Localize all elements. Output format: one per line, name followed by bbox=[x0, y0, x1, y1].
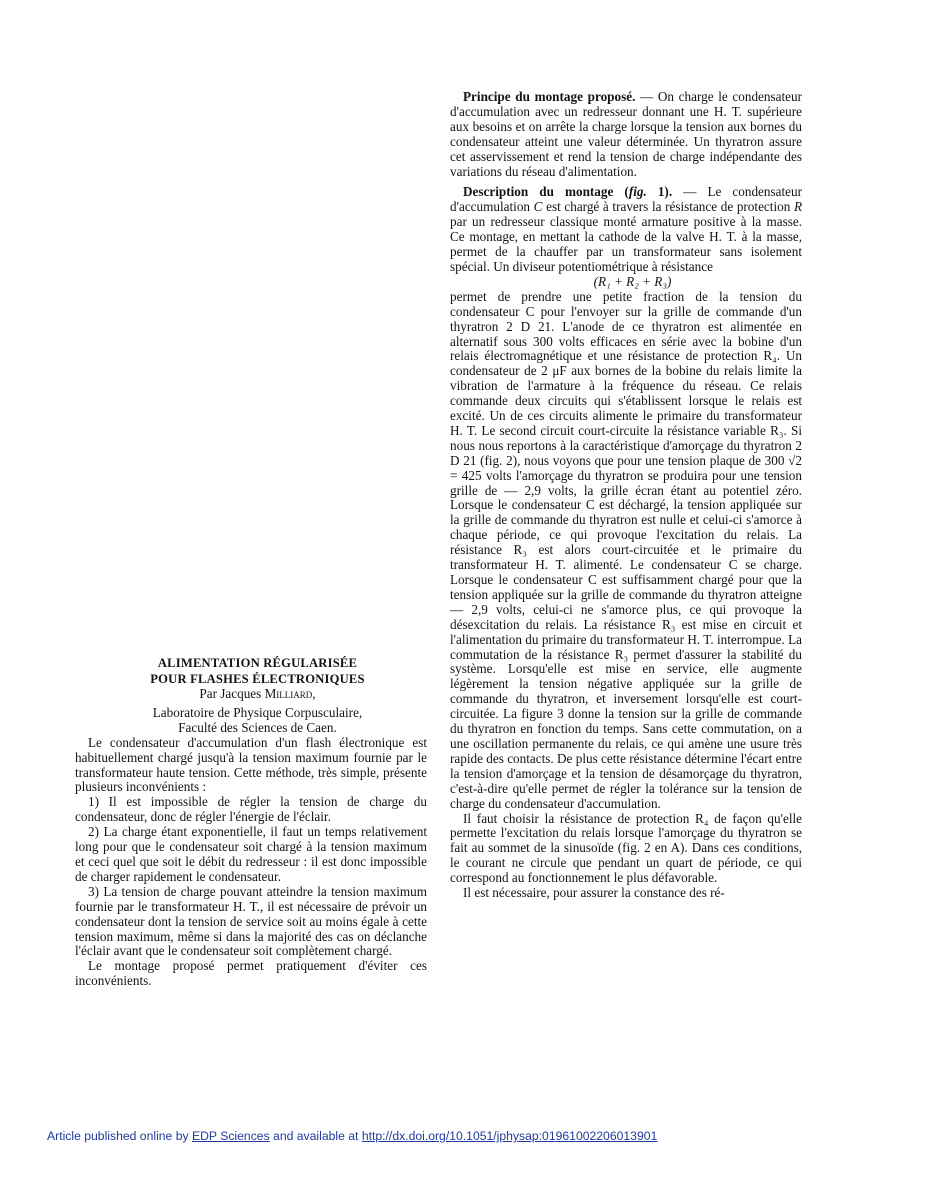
edp-sciences-link[interactable]: EDP Sciences bbox=[191, 1129, 270, 1143]
publication-footer: Article published online by EDP Sciences and available at http://dx.doi.org/10.1051/jphysap:01961002206013901 bbox=[47, 1129, 658, 1143]
article-title-line-2: POUR FLASHES ÉLECTRONIQUES bbox=[150, 671, 365, 686]
affiliation-lab: Laboratoire de Physique Corpusculaire, bbox=[152, 704, 363, 720]
paragraph-description: Description du montage (fig. 1). — Le condensateur d'accumulation C est chargé à travers la résistance de protection R par un redresseur classique monté armature positive à la masse. Ce montage, en mettant la cathode de la valve H. T. à la masse, permet de la chauffer par un transformateur sans isolement spécial. Un diviseur potentiométrique à résistance bbox=[450, 184, 802, 274]
paragraph-intro: Le condensateur d'accumulation d'un flash électronique est habituellement chargé jusqu'à la tension maximum fournie par le transformateur haute tension. Cette méthode, très simple, présente plusieurs inconvénients : bbox=[75, 734, 427, 795]
paragraph-conclusion: Le montage proposé permet pratiquement d'éviter ces inconvénients. bbox=[75, 958, 427, 989]
author-name: Milliard, bbox=[264, 686, 316, 701]
author-line: Par Jacques Milliard, bbox=[199, 686, 316, 701]
paragraph-constance: Il est nécessaire, pour assurer la constance des ré- bbox=[463, 885, 725, 901]
paragraph-principe: Principe du montage proposé. — On charge le condensateur d'accumulation avec un redresseur donnant une H. T. supérieure aux besoins et on arrête la charge lorsque la tension aux bornes du condensateur atteint une valeur déterminée. Un thyratron assure cet asservissement et rend la tension de charge indépendante des variations du réseau d'alimentation. bbox=[450, 89, 802, 179]
formula-resistances: (R₁ + R₂ + R₃) bbox=[593, 273, 672, 289]
right-column bbox=[450, 90, 802, 901]
left-column bbox=[75, 656, 427, 989]
doi-link[interactable]: http://dx.doi.org/10.1051/jphysap:01961002206013901 bbox=[361, 1129, 658, 1143]
list-item-2: 2) La charge étant exponentielle, il faut un temps relativement long pour que le condensateur soit chargé à la tension maximum et ceci quel que soit le débit du redresseur : il est donc impossible de charger rapidement le condensateur. bbox=[75, 824, 427, 884]
list-item-3: 3) La tension de charge pouvant atteindre la tension maximum fournie par le transformateur H. T., il est nécessaire de prévoir un condensateur dont la tension de service soit au moins égale à cette tension maximum, même si dans la majorité des cas on déclanche l'éclair avant que le condensateur soit complètement chargé. bbox=[75, 883, 427, 959]
paragraph-resistance-protection: Il faut choisir la résistance de protection R₄ de façon qu'elle permette l'excitation du relais lorsque l'amorçage du thyratron se fait au sommet de la sinusoïde (fig. 2 en A). Dans ces conditions, le courant ne circule que pendant un quart de période, ce qui correspond au fonctionnement le plus défavorable. bbox=[450, 810, 802, 886]
section-heading-description: Description du montage (fig. 1). bbox=[463, 184, 673, 200]
paragraph-description-continued: permet de prendre une petite fraction de la tension du condensateur C pour l'envoyer sur la grille de commande d'un thyratron 2 D 21. L'anode de ce thyratron est alimentée en alternatif sous 300 volts efficaces en série avec la bobine d'un relais électromagnétique et une résistance de protection R₄. Un condensateur de 2 μF aux bornes de la bobine du relais limite la vibration de l'armature à la fréquence du réseau. Ce relais commande deux circuits qui s'établissent lorsque le relais est excité. Un de ces circuits alimente le primaire du transformateur H. T. Le second circuit court-circuite la résistance variable R₃. Si nous nous reportons à la caractéristique d'amorçage du thyratron 2 D 21 (fig. 2), nous voyons que pour une tension plaque de 300 √2 = 425 volts l'amorçage du thyratron se produira pour une tension grille de — 2,9 volts, la grille écran étant au potentiel zéro. Lorsque le condensateur C est déchargé, la tension appliquée sur la grille de commande du thyratron est nulle et celui-ci s'amorce à chaque période, ce qui provoque l'excitation du relais. La résistance R₃ est alors court-circuitée et le primaire du transformateur H. T. alimenté. Le condensateur C se charge. Lorsque le condensateur C est suffisamment chargé pour que la tension appliquée sur la grille de commande du thyratron atteigne — 2,9 volts, celui-ci ne s'amorce plus, ce qui provoque la désexcitation du relais. La résistance R₃ est mise en circuit et l'alimentation du primaire du transformateur H. T. interrompue. La commutation de la résistance R₃ permet d'assurer la stabilité du système. Lorsqu'elle est mise en service, elle augmente légèrement la tension négative appliquée sur la grille de commande du thyratron, et inversement lorsqu'elle est court-circuitée. La figure 3 donne la tension sur la grille de commande du thyratron en fonction du temps. Sans cette commutation, on a une oscillation permanente du relais, ce qui amène une usure très rapide des contacts. De plus cette résistance détermine l'écart entre la tension d'amorçage et la tension de désamorçage du thyratron, c'est-à-dire qu'elle permet de régler la tolérance sur la tension de charge du condensateur d'accumulation. bbox=[450, 288, 802, 811]
article-title-line-1: ALIMENTATION RÉGULARISÉE bbox=[157, 656, 358, 670]
affiliation-faculty: Faculté des Sciences de Caen. bbox=[178, 719, 337, 735]
section-heading-principe: Principe du montage proposé. bbox=[463, 89, 636, 104]
list-item-1: 1) Il est impossible de régler la tension de charge du condensateur, donc de régler l'énergie de l'éclair. bbox=[75, 794, 427, 825]
